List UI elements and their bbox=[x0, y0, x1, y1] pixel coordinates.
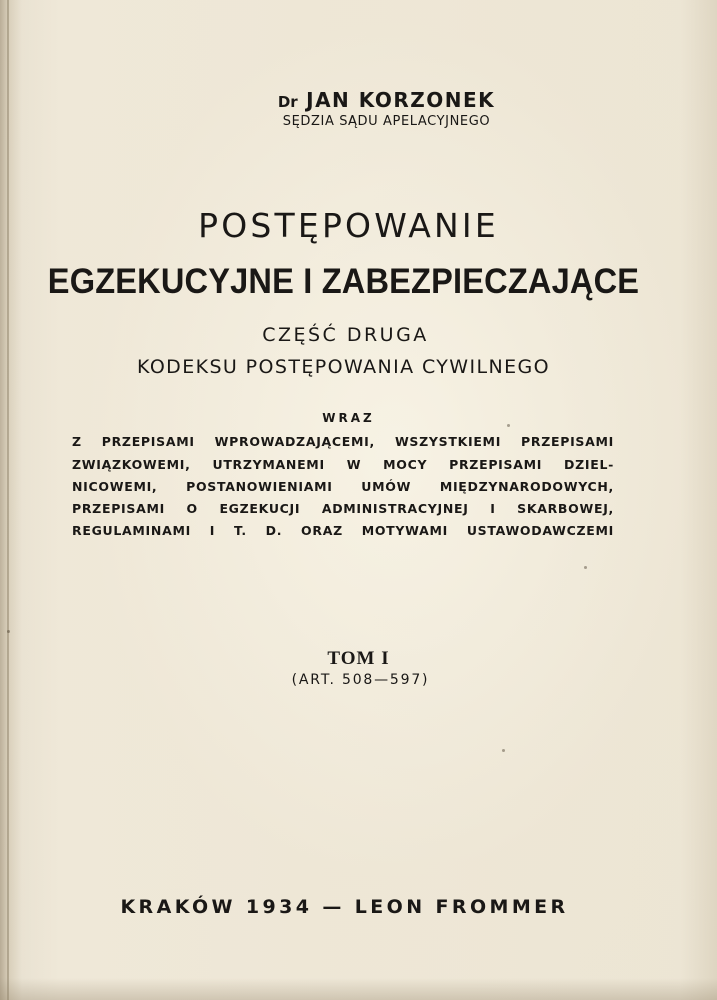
paper-speck bbox=[502, 749, 505, 752]
paper-speck bbox=[584, 566, 587, 569]
description-line: REGULAMINAMI I T. D. ORAZ MOTYWAMI USTAWODAWCZEMI bbox=[72, 523, 614, 538]
binding-edge bbox=[7, 0, 9, 1000]
description-intro: WRAZ bbox=[322, 411, 375, 425]
paper-speck bbox=[7, 630, 10, 633]
imprint-line: KRAKÓW 1934 — LEON FROMMER bbox=[120, 896, 569, 918]
subtitle-line-1: CZĘŚĆ DRUGA bbox=[262, 324, 429, 346]
author-role: SĘDZIA SĄDU APELACYJNEGO bbox=[282, 114, 491, 129]
book-title-line-2: EGZEKUCYJNE I ZABEZPIECZAJĄCE bbox=[47, 262, 640, 301]
description-line: NICOWEMI, POSTANOWIENIAMI UMÓW MIĘDZYNARODOWYCH, bbox=[72, 479, 614, 494]
author-name bbox=[28, 88, 717, 112]
description-line: ZWIĄZKOWEMI, UTRZYMANEMI W MOCY PRZEPISAMI DZIEL- bbox=[72, 457, 614, 472]
volume-label: TOM I bbox=[327, 648, 390, 669]
description-line: Z PRZEPISAMI WPROWADZAJĄCEMI, WSZYSTKIEMI PRZEPISAMI bbox=[72, 434, 614, 449]
book-title-line-1: POSTĘPOWANIE bbox=[198, 206, 499, 245]
author-prefix: Dr bbox=[277, 93, 298, 111]
author-full-name: JAN KORZONEK bbox=[306, 88, 496, 112]
description-line: PRZEPISAMI O EGZEKUCJI ADMINISTRACYJNEJ I SKARBOWEJ, bbox=[72, 501, 614, 516]
volume-range: (ART. 508—597) bbox=[291, 672, 430, 688]
page-bottom-shadow bbox=[0, 978, 717, 1000]
subtitle-line-2: KODEKSU POSTĘPOWANIA CYWILNEGO bbox=[137, 356, 550, 378]
